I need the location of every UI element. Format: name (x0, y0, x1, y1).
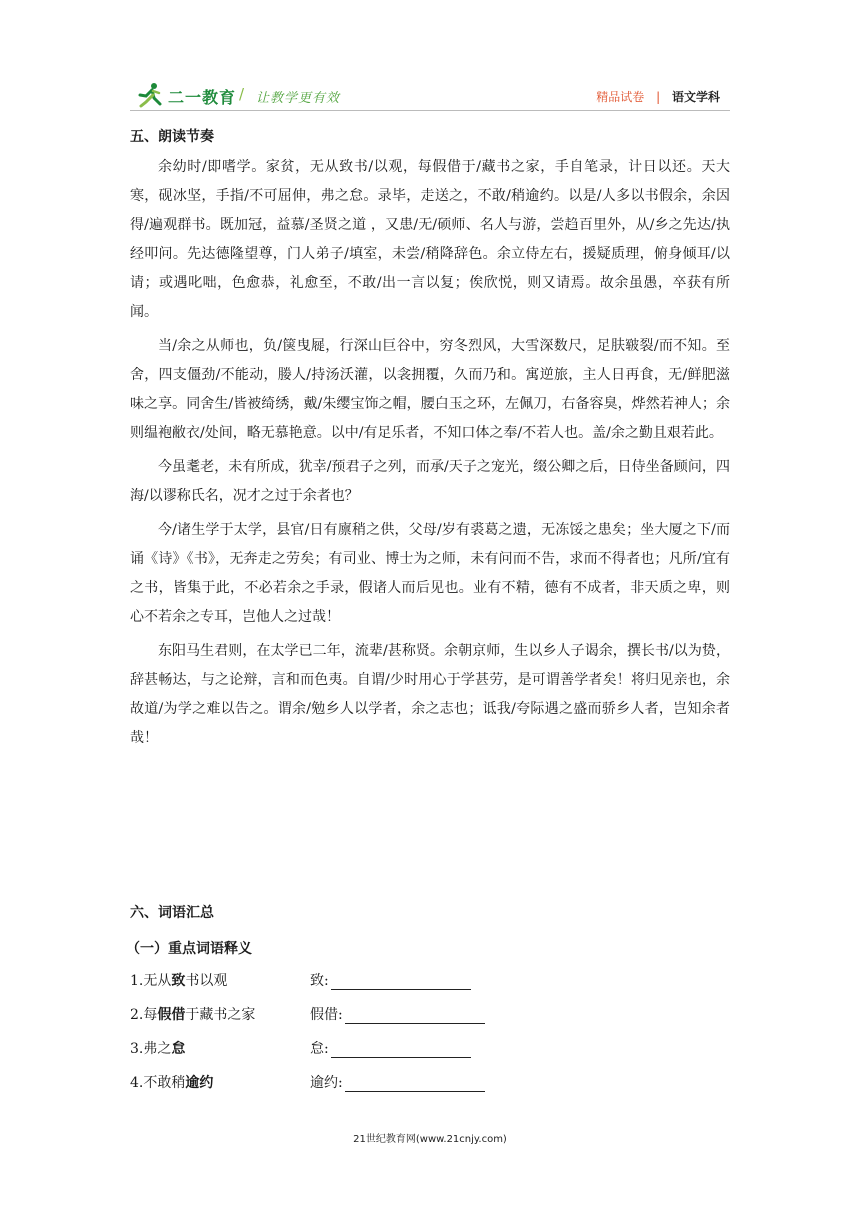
paragraph-3: 今虽耄老，未有所成，犹幸/预君子之列，而承/天子之宠光，缀公卿之后，日侍坐备顾问，四海/以谬称氏名，况才之过于余者也？ (130, 459, 730, 504)
header-right (596, 88, 720, 105)
header-tag: 精品试卷 (596, 90, 645, 104)
paragraph-1: 余幼时/即嗜学。家贫，无从致书/以观，每假借于/藏书之家，手自笔录，计日以还。天大寒，砚冰坚，手指/不可屈伸，弗之怠。录毕，走送之，不敢/稍逾约。以是/人多以书假余，余因得/遍观群书。既加冠，益慕/圣贤之道 ，又患/无/硕师、名人与游，尝趋百里外，从/乡之先达/执经叩问。先达德隆望尊，门人弟子/填室，未尝/稍降辞色。余立侍左右，援疑质理，俯身倾耳/以请；或遇叱咄，色愈恭，礼愈至，不敢/出一言以复；俟欣悦，则又请焉。故余虽愚，卒获有所闻。 (130, 159, 730, 320)
document-body (130, 126, 730, 753)
answer-field[interactable]: 致: (310, 970, 471, 990)
header-separator: | (656, 90, 661, 104)
answer-field[interactable]: 怠: (310, 1038, 471, 1058)
section-6-title: 六、词语汇总 (130, 905, 214, 921)
logo-name: 二一教育 (168, 88, 237, 107)
vocab-phrase: 3.弗之怠 (130, 1041, 186, 1057)
answer-field[interactable]: 假借: (310, 1004, 485, 1024)
section-5-title: 五、朗读节奏 (130, 129, 214, 145)
vocab-phrase: 4.不敢稍逾约 (130, 1075, 214, 1091)
page-footer[interactable]: 21世纪教育网(www.21cnjy.com) (353, 1134, 507, 1145)
runner-logo-icon (136, 82, 164, 108)
section-6-subtitle: （一）重点词语释义 (126, 941, 252, 957)
logo-slogan: 让教学更有效 (256, 91, 341, 106)
vocab-phrase: 1.无从致书以观 (130, 973, 228, 989)
paragraph-4: 今/诸生学于太学，县官/日有廪稍之供，父母/岁有裘葛之遗，无冻馁之患矣；坐大厦之下/而诵《诗》《书》，无奔走之劳矣；有司业、博士为之师，未有问而不告，求而不得者也；凡所/宜有之书，皆集于此，不必若余之手录，假诸人而后见也。业有不精，德有不成者，非天质之卑，则心不若余之专耳，岂他人之过哉！ (130, 522, 730, 625)
header-divider (130, 110, 730, 111)
header-subject: 语文学科 (671, 90, 720, 104)
logo (136, 82, 396, 108)
logo-slash: / (239, 85, 245, 103)
vocab-phrase: 2.每假借于藏书之家 (130, 1007, 256, 1023)
paragraph-2: 当/余之从师也，负/箧曳屣，行深山巨谷中，穷冬烈风，大雪深数尺，足肤皲裂/而不知。至舍，四支僵劲/不能动，媵人/持汤沃灌，以衾拥覆，久而乃和。寓逆旅，主人日再食，无/鲜肥滋味之享。同舍生/皆被绮绣，戴/朱缨宝饰之帽，腰白玉之环，左佩刀，右备容臭，烨然若神人；余则缊袍敝衣/处间，略无慕艳意。以中/有足乐者，不知口体之奉/不若人也。盖/余之勤且艰若此。 (130, 338, 730, 441)
answer-field[interactable]: 逾约: (310, 1072, 485, 1092)
paragraph-5: 东阳马生君则，在太学已二年，流辈/甚称贤。余朝京师，生以乡人子谒余，撰长书/以为贽，辞甚畅达，与之论辩，言和而色夷。自谓/少时用心于学甚劳，是可谓善学者矣！将归见亲也，余故道/为学之难以告之。谓余/勉乡人以学者，余之志也；诋我/夸际遇之盛而骄乡人者，岂知余者哉！ (130, 643, 730, 746)
page-header (130, 78, 730, 112)
